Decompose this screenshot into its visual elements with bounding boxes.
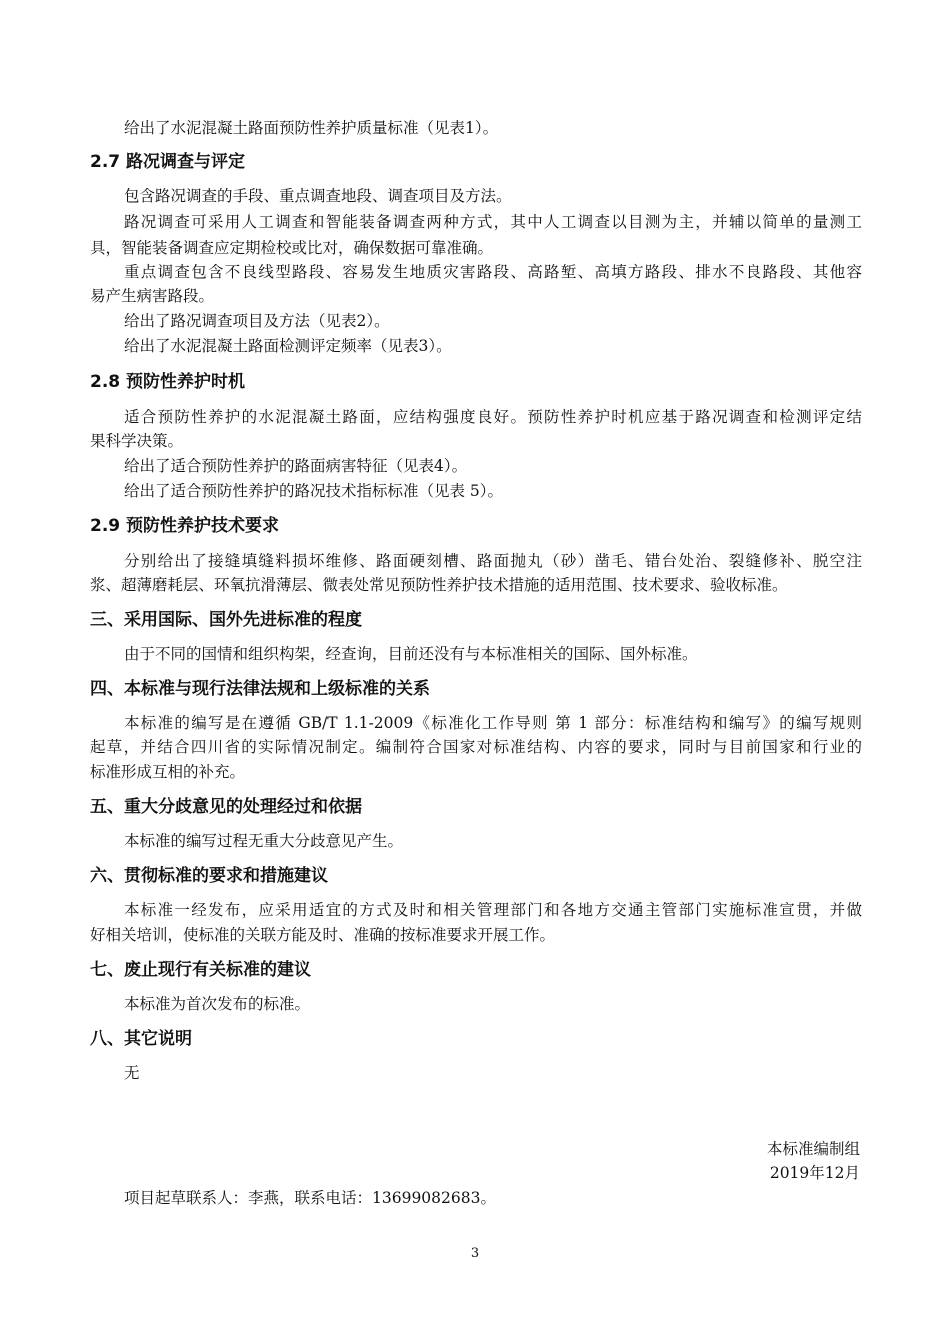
paragraph-line: 分别给出了接缝填缝料损坏维修、路面硬刻槽、路面抛丸（砂）凿毛、错台处治、裂缝修补、脱空注 xyxy=(124,552,862,570)
section-heading-6: 六、贯彻标准的要求和措施建议 xyxy=(90,866,328,886)
paragraph-line: 给出了适合预防性养护的路况技术指标标准（见表 5）。 xyxy=(124,482,504,500)
paragraph-line: 重点调查包含不良线型路段、容易发生地质灾害路段、高路堑、高填方路段、排水不良路段、其他容 xyxy=(124,263,862,281)
paragraph-line: 适合预防性养护的水泥混凝土路面，应结构强度良好。预防性养护时机应基于路况调查和检测评定结 xyxy=(124,408,862,426)
paragraph-line: 本标准为首次发布的标准。 xyxy=(124,995,311,1013)
paragraph-line: 本标准一经发布，应采用适宜的方式及时和相关管理部门和各地方交通主管部门实施标准宣贯，并做 xyxy=(124,901,862,919)
signature-date: 2019年12月 xyxy=(769,1164,860,1182)
contact-line: 项目起草联系人：李燕，联系电话：13699082683。 xyxy=(124,1189,496,1207)
section-heading-2-8: 2.8 预防性养护时机 xyxy=(90,372,246,392)
section-heading-4: 四、本标准与现行法律法规和上级标准的关系 xyxy=(90,679,430,699)
paragraph-line: 具，智能装备调查应定期检校或比对，确保数据可靠准确。 xyxy=(90,239,494,257)
section-heading-3: 三、采用国际、国外先进标准的程度 xyxy=(90,610,362,630)
paragraph-line: 路况调查可采用人工调查和智能装备调查两种方式，其中人工调查以目测为主，并辅以简单的量测工 xyxy=(124,213,862,231)
paragraph-line: 标准形成互相的补充。 xyxy=(90,763,246,781)
paragraph-line: 给出了水泥混凝土路面预防性养护质量标准（见表1）。 xyxy=(124,119,499,137)
paragraph-line: 给出了适合预防性养护的路面病害特征（见表4）。 xyxy=(124,457,468,475)
section-heading-5: 五、重大分歧意见的处理经过和依据 xyxy=(90,797,362,817)
paragraph-line: 无 xyxy=(124,1064,140,1082)
page-number: 3 xyxy=(470,1246,480,1261)
section-heading-8: 八、其它说明 xyxy=(90,1029,192,1049)
paragraph-line: 好相关培训，使标准的关联方能及时、准确的按标准要求开展工作。 xyxy=(90,926,556,944)
paragraph-line: 本标准的编写过程无重大分歧意见产生。 xyxy=(124,832,404,850)
paragraph-line: 浆、超薄磨耗层、环氧抗滑薄层、微表处常见预防性养护技术措施的适用范围、技术要求、验收标准。 xyxy=(90,576,788,594)
paragraph-line: 果科学决策。 xyxy=(90,432,184,450)
section-heading-2-9: 2.9 预防性养护技术要求 xyxy=(90,516,280,536)
section-heading-2-7: 2.7 路况调查与评定 xyxy=(90,152,246,172)
paragraph-line: 给出了水泥混凝土路面检测评定频率（见表3）。 xyxy=(124,337,452,355)
paragraph-line: 起草，并结合四川省的实际情况制定。编制符合国家对标准结构、内容的要求，同时与目前国家和行业的 xyxy=(90,738,862,756)
paragraph-line: 包含路况调查的手段、重点调查地段、调查项目及方法。 xyxy=(124,187,512,205)
paragraph-line: 由于不同的国情和组织构架，经查询，目前还没有与本标准相关的国际、国外标准。 xyxy=(124,645,698,663)
paragraph-line: 本标准的编写是在遵循 GB/T 1.1-2009《标准化工作导则 第 1 部分：标准结构和编写》的编写规则 xyxy=(124,714,862,732)
signature-organization: 本标准编制组 xyxy=(766,1140,860,1158)
section-heading-7: 七、废止现行有关标准的建议 xyxy=(90,960,311,980)
paragraph-line: 给出了路况调查项目及方法（见表2）。 xyxy=(124,312,390,330)
paragraph-line: 易产生病害路段。 xyxy=(90,287,215,305)
